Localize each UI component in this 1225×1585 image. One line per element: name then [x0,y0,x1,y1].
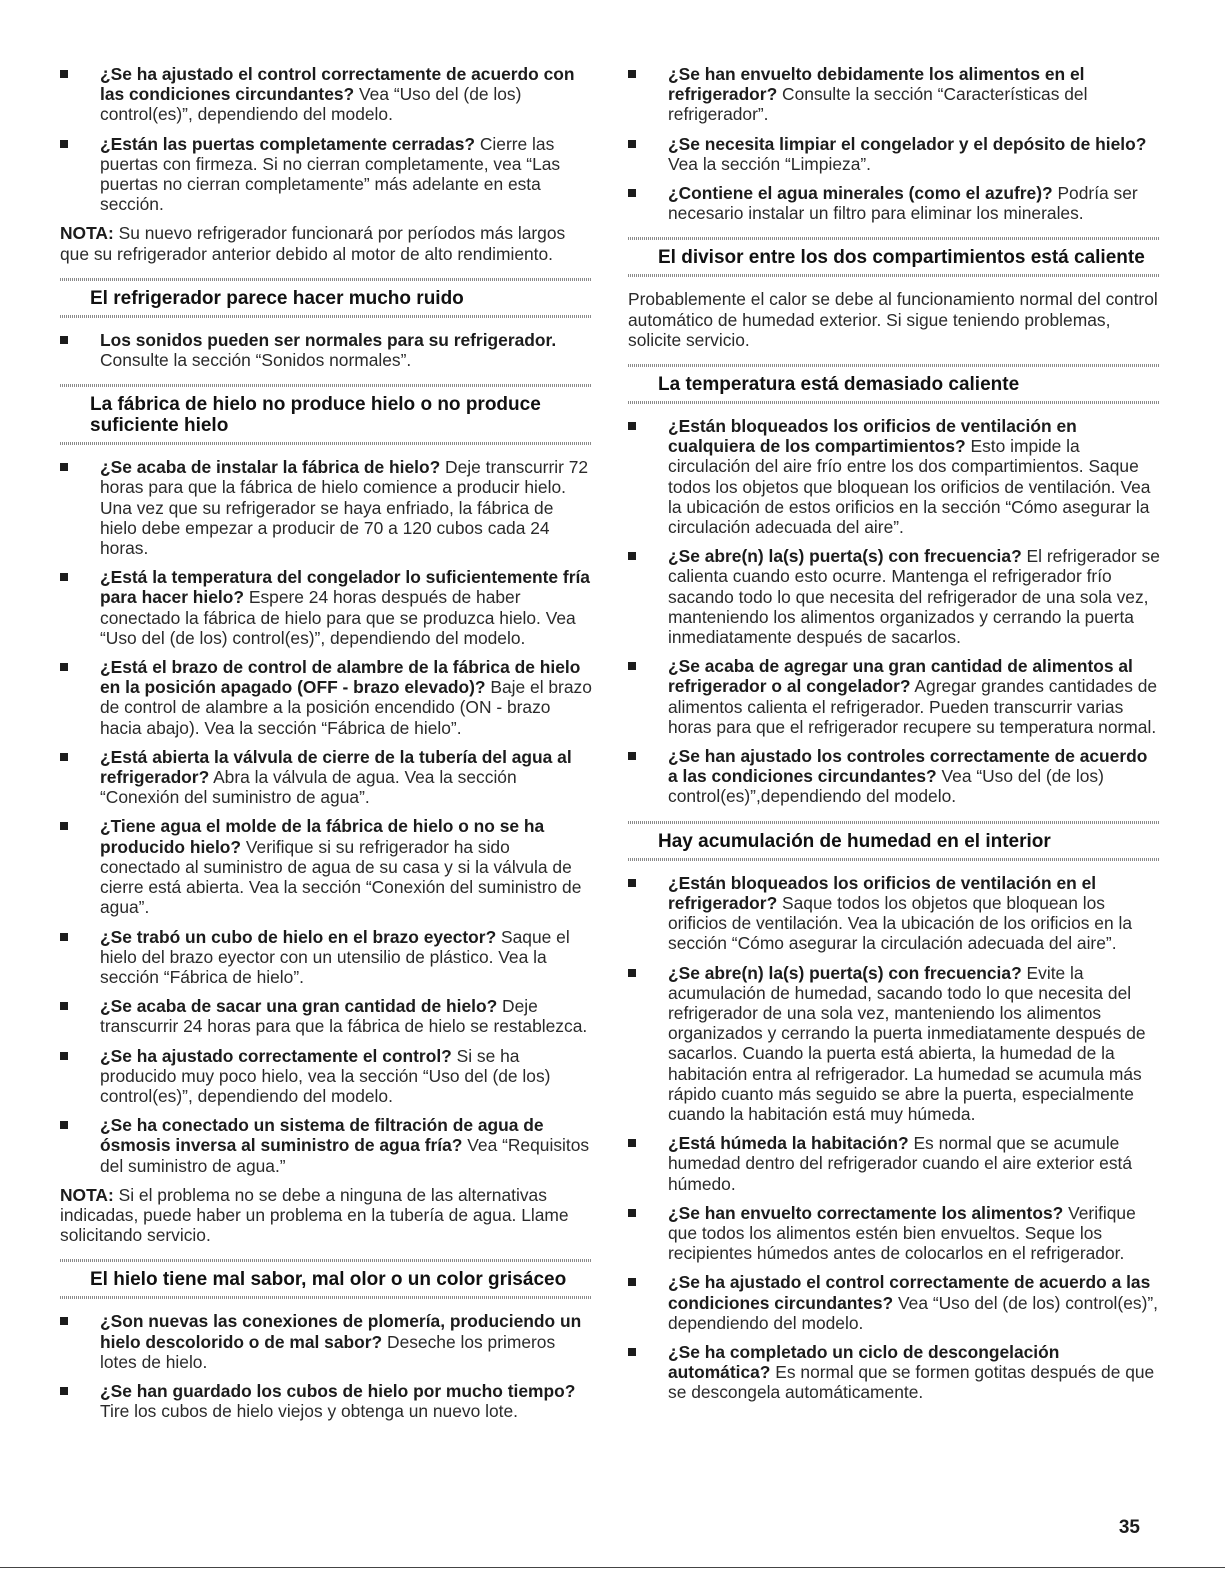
section-divider [628,237,1160,277]
bullet-square-icon [60,140,68,148]
list-item: ¿Se abre(n) la(s) puerta(s) con frecuencia? El refrigerador se calienta cuando esto ocurre. Mantenga el refrigerador frío sacando todo lo que necesita del refrigerador de una sola vez, manteniendo los alimentos organizados y cerrando la puerta inmediatamente después de sacarlos. [628,546,1160,647]
bullet-square-icon [60,822,68,830]
bullet-square-icon [628,189,636,197]
section-rule-bottom [60,442,592,445]
bullet-square-icon [60,933,68,941]
bottom-rule [0,1567,1225,1568]
bullet-square-icon [628,1278,636,1286]
list-item: ¿Están bloqueados los orificios de ventilación en el refrigerador? Saque todos los objetos que bloquean los orificios de ventilación. Vea la ubicación de los orificios en la sección “Cómo asegurar la circulación adecuada del aire”. [628,873,1160,954]
section-heading: El hielo tiene mal sabor, mal olor o un color grisáceo [90,1269,567,1291]
list-item: ¿Se necesita limpiar el congelador y el depósito de hielo? Vea la sección “Limpieza”. [628,134,1160,174]
note-paragraph: NOTA: Si el problema no se debe a ninguna de las alternativas indicadas, puede haber un problema en la tubería de agua. Llame solicitando servicio. [60,1184,569,1246]
section-heading: La temperatura está demasiado caliente [658,374,1020,396]
bullet-square-icon [60,336,68,344]
paragraph: Probablemente el calor se debe al funcionamiento normal del control automático de humedad exterior. Si sigue teniendo problemas, solicite servicio. [628,289,1158,350]
list-item: ¿Se ha conectado un sistema de filtración de agua de ósmosis inversa al suministro de agua fría? Vea “Requisitos del suministro de agua.” [60,1115,592,1176]
bullet-square-icon [628,422,636,430]
list-item: ¿Están bloqueados los orificios de ventilación en cualquiera de los compartimientos? Esto impide la circulación del aire frío entre los dos compartimientos. Saque todos los objetos que bloquean los orificios de ventilación. Vea la ubicación de estos orificios en la sección “Cómo asegurar la circulación adecuada del aire”. [628,416,1160,537]
bullet-square-icon [628,1209,636,1217]
list-item: ¿Se han guardado los cubos de hielo por mucho tiempo? Tire los cubos de hielo viejos y obtenga un nuevo lote. [60,1381,592,1421]
bullet-square-icon [60,1317,68,1325]
section-heading: El divisor entre los dos compartimientos está caliente [658,247,1145,269]
bullet-square-icon [60,753,68,761]
bullet-square-icon [60,1002,68,1010]
bullet-square-icon [60,573,68,581]
list-item: ¿Se acaba de sacar una gran cantidad de hielo? Deje transcurrir 24 horas para que la fábrica de hielo se restablezca. [60,996,592,1036]
list-item: ¿Se abre(n) la(s) puerta(s) con frecuencia? Evite la acumulación de humedad, sacando todo lo que necesita del refrigerador de una sola vez, manteniendo los alimentos organizados y cerrando la puerta inmediatamente después de sacarlos. Cuando la puerta está abierta, la humedad de la habitación entra al refrigerador. La humedad se acumula más rápido cuanto más seguido se abre la puerta, especialmente cuando la habitación está muy húmeda. [628,963,1160,1125]
section-rule-bottom [60,1296,592,1299]
bullet-square-icon [60,663,68,671]
bullet-square-icon [60,463,68,471]
list-item: ¿Están las puertas completamente cerradas? Cierre las puertas con firmeza. Si no cierran completamente, vea “Las puertas no cierran completamente” más adelante en esta sección. [60,134,592,215]
bullet-square-icon [60,1121,68,1129]
list-item: ¿Se han envuelto debidamente los alimentos en el refrigerador? Consulte la sección “Características del refrigerador”. [628,64,1160,125]
section-noise [60,278,592,318]
section-rule-bottom [60,315,592,318]
list-item: ¿Está la temperatura del congelador lo suficientemente fría para hacer hielo? Espere 24 horas después de haber conectado la fábrica de hielo para que se produzca hielo. Vea “Uso del (de los) control(es)”, dependiendo del modelo. [60,567,592,648]
list-item: Los sonidos pueden ser normales para su refrigerador. Consulte la sección “Sonidos normales”. [60,330,592,370]
left-column [60,64,592,1430]
bullet-square-icon [628,969,636,977]
list-item: ¿Se ha ajustado correctamente el control? Si se ha producido muy poco hielo, vea la sección “Uso del (de los) control(es)”, dependiendo del modelo. [60,1046,592,1107]
list-item: ¿Son nuevas las conexiones de plomería, produciendo un hielo descolorido o de mal sabor? Deseche los primeros lotes de hielo. [60,1311,592,1372]
bullet-square-icon [60,1052,68,1060]
section-heading: Hay acumulación de humedad en el interior [658,830,1051,852]
bullet-square-icon [60,70,68,78]
note-paragraph: NOTA: Su nuevo refrigerador funcionará por períodos más largos que su refrigerador anterior debido al motor de alto rendimiento. [60,223,566,264]
right-column [628,64,1160,1412]
section-rule-bottom [628,401,1160,404]
list-item: ¿Se han ajustado los controles correctamente de acuerdo a las condiciones circundantes? Vea “Uso del (de los) control(es)”,dependiendo del modelo. [628,746,1160,807]
list-item: ¿Tiene agua el molde de la fábrica de hielo o no se ha producido hielo? Verifique si su refrigerador ha sido conectado al suministro de agua de su casa y si la válvula de cierre está abierta. Vea la sección “Conexión del suministro de agua”. [60,816,592,917]
list-item: ¿Está abierta la válvula de cierre de la tubería del agua al refrigerador? Abra la válvula de agua. Vea la sección “Conexión del suministro de agua”. [60,747,592,808]
section-heading: El refrigerador parece hacer mucho ruido [90,287,464,309]
bullet-square-icon [628,140,636,148]
list-item: ¿Se acaba de instalar la fábrica de hielo? Deje transcurrir 72 horas para que la fábrica de hielo comience a producir hielo. Una vez que su refrigerador se haya enfriado, la fábrica de hielo debe empezar a producir de 70 a 120 cubos cada 24 horas. [60,457,592,558]
list-item: ¿Se ha ajustado el control correctamente de acuerdo con las condiciones circundantes? Vea “Uso del (de los) control(es)”, dependiendo del modelo. [60,64,592,125]
page-number: 35 [1118,1517,1140,1538]
bullet-square-icon [628,662,636,670]
list-item: ¿Está el brazo de control de alambre de la fábrica de hielo en la posición apagado (OFF - brazo elevado)? Baje el brazo de control de alambre a la posición encendido (ON - brazo hacia abajo). Vea la sección “Fábrica de hielo”. [60,657,592,738]
section-heading: La fábrica de hielo no produce hielo o no produce suficiente hielo [90,394,541,437]
bullet-square-icon [60,1387,68,1395]
list-item: ¿Se acaba de agregar una gran cantidad de alimentos al refrigerador o al congelador? Agregar grandes cantidades de alimentos calienta el refrigerador. Pueden transcurrir varias horas para que el refrigerador recupere su temperatura normal. [628,656,1160,737]
bullet-square-icon [628,70,636,78]
list-item: ¿Se trabó un cubo de hielo en el brazo eyector? Saque el hielo del brazo eyector con un utensilio de plástico. Vea la sección “Fábrica de hielo”. [60,927,592,988]
section-moisture [628,821,1160,861]
section-rule-bottom [628,858,1160,861]
section-icemaker [60,384,592,445]
list-item: ¿Se han envuelto correctamente los alimentos? Verifique que todos los alimentos estén bien envueltos. Seque los recipientes húmedos antes de colocarlos en el refrigerador. [628,1203,1160,1264]
list-item: ¿Se ha completado un ciclo de descongelación automática? Es normal que se formen gotitas después de que se descongela automáticamente. [628,1342,1160,1403]
bullet-square-icon [628,752,636,760]
list-item: ¿Se ha ajustado el control correctamente de acuerdo a las condiciones circundantes? Vea “Uso del (de los) control(es)”, dependiendo del modelo. [628,1272,1160,1333]
bullet-square-icon [628,1139,636,1147]
list-item: ¿Está húmeda la habitación? Es normal que se acumule humedad dentro del refrigerador cuando el aire exterior está húmedo. [628,1133,1160,1194]
section-taste [60,1259,592,1299]
section-rule-bottom [628,274,1160,277]
bullet-square-icon [628,552,636,560]
section-warm [628,364,1160,404]
list-item: ¿Contiene el agua minerales (como el azufre)? Podría ser necesario instalar un filtro para eliminar los minerales. [628,183,1160,223]
bullet-square-icon [628,1348,636,1356]
bullet-square-icon [628,879,636,887]
